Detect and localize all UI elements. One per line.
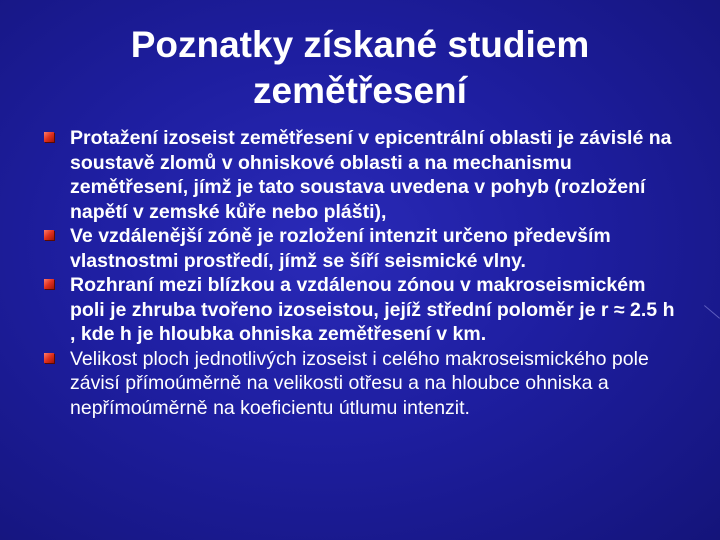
bullet-text-2: Ve vzdálenější zóně je rozložení intenzit určeno především vlastnostmi prostředí, jímž se šíří seismické vlny. — [70, 225, 611, 272]
bullet-list — [40, 126, 680, 420]
bullet-square-icon — [44, 279, 54, 289]
bullet-square-icon — [44, 230, 54, 240]
decorative-line — [704, 305, 720, 319]
bullet-text-1: Protažení izoseist zemětřesení v epicentrální oblasti je závislé na soustavě zlomů v ohniskové oblasti a na mechanismu zemětřesení, jímž je tato soustava uvedena v pohyb (rozložení napětí v zemské kůře nebo plášti), — [70, 127, 672, 223]
bullet-square-icon — [44, 353, 54, 363]
bullet-item-4 — [40, 347, 680, 421]
bullet-text-3: Rozhraní mezi blízkou a vzdálenou zónou v makroseismickém poli je zhruba tvořeno izoseistou, jejíž střední poloměr je r ≈ 2.5 h , kde h je hloubka ohniska zemětřesení v km. — [70, 274, 675, 345]
slide-title — [60, 22, 660, 114]
slide-title-line-2: zemětřesení — [253, 70, 467, 111]
bullet-item-2 — [40, 224, 680, 273]
slide-title-line-1: Poznatky získané studiem — [130, 24, 590, 65]
bullet-text-4: Velikost ploch jednotlivých izoseist i celého makroseismického pole závisí přímoúměrně na velikosti otřesu a na hloubce ohniska a nepřímoúměrně na koeficientu útlumu intenzit. — [70, 347, 649, 419]
bullet-item-1 — [40, 126, 680, 224]
bullet-square-icon — [44, 132, 54, 142]
bullet-item-3 — [40, 273, 680, 347]
